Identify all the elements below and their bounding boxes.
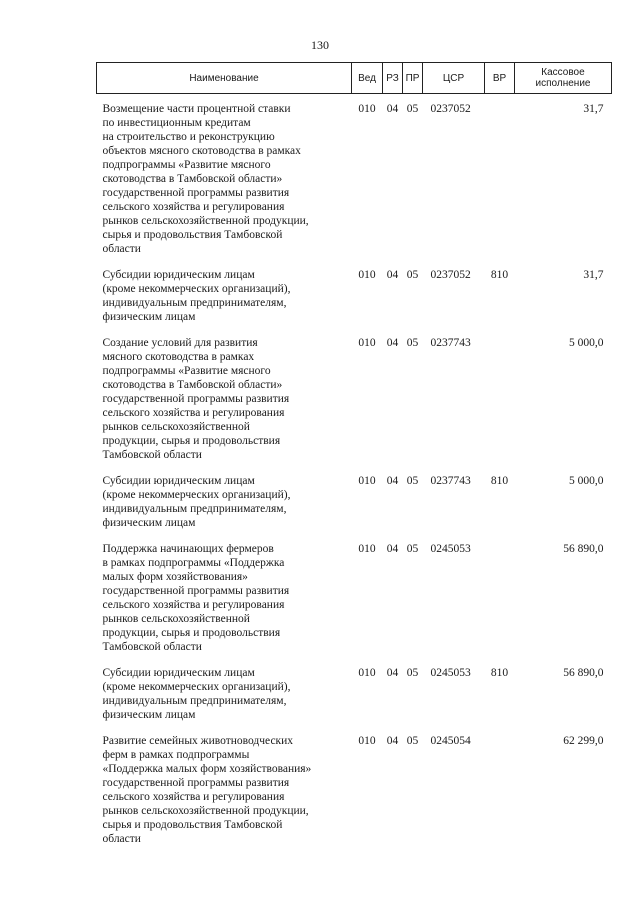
table-row [97, 660, 612, 728]
row-csr: 0245053 [430, 667, 471, 679]
row-csr: 0237052 [430, 269, 471, 281]
table-body [97, 94, 612, 853]
row-name: Субсидии юридическим лицам (кроме некоммерческих организаций), индивидуальным предпринимателям, физическим лицам [102, 475, 291, 529]
header-ved: Вед [352, 63, 383, 94]
row-pr: 05 [406, 543, 419, 555]
table-row [97, 728, 612, 852]
row-vr: 810 [490, 269, 509, 281]
row-ved: 010 [358, 337, 376, 349]
table-row [97, 262, 612, 330]
row-name: Субсидии юридическим лицам (кроме некоммерческих организаций), индивидуальным предпринимателям, физическим лицам [102, 269, 291, 323]
table-row [97, 468, 612, 536]
row-ved: 010 [358, 667, 376, 679]
row-name: Возмещение части процентной ставки по инвестиционным кредитам на строительство и реконструкцию объектов мясного скотоводства в рамках подпрограммы «Развитие мясного скотоводства в Тамбовской области» государственной программы развития сельского хозяйства и регулирования рынков сельскохозяйственной продукции, сырья и продовольствия Тамбовской области [102, 103, 309, 255]
table-row [97, 536, 612, 660]
table-header [97, 63, 612, 94]
page-number: 130 [311, 38, 329, 52]
header-csr: ЦСР [423, 63, 485, 94]
row-amount: 5 000,0 [569, 475, 604, 487]
row-amount: 5 000,0 [569, 337, 604, 349]
row-amount: 31,7 [583, 269, 604, 281]
row-amount: 56 890,0 [563, 543, 604, 555]
row-pr: 05 [406, 667, 419, 679]
row-csr: 0245054 [430, 735, 471, 747]
header-amount: Кассовое исполнение [515, 63, 612, 94]
row-name: Создание условий для развития мясного скотоводства в рамках подпрограммы «Развитие мясного скотоводства в Тамбовской области» государственной программы развития сельского хозяйства и регулирования рынков сельскохозяйственной продукции, сырья и продовольствия Тамбовской области [102, 337, 290, 461]
row-vr [485, 536, 515, 660]
row-rz: 04 [386, 269, 399, 281]
table-row [97, 94, 612, 263]
row-amount: 56 890,0 [563, 667, 604, 679]
row-ved: 010 [358, 103, 376, 115]
row-csr: 0237743 [430, 475, 471, 487]
row-csr: 0237743 [430, 337, 471, 349]
row-rz: 04 [386, 543, 399, 555]
row-pr: 05 [406, 337, 419, 349]
row-rz: 04 [386, 337, 399, 349]
header-vr: ВР [485, 63, 515, 94]
row-vr: 810 [490, 475, 509, 487]
row-ved: 010 [358, 475, 376, 487]
row-name: Субсидии юридическим лицам (кроме некоммерческих организаций), индивидуальным предпринимателям, физическим лицам [102, 667, 291, 721]
row-csr: 0237052 [430, 103, 471, 115]
row-rz: 04 [386, 103, 399, 115]
row-name: Развитие семейных животноводческих ферм в рамках подпрограммы «Поддержка малых форм хозяйствования» государственной программы развития сельского хозяйства и регулирования рынков сельскохозяйственной продукции, сырья и продовольствия Тамбовской области [102, 735, 312, 845]
header-name: Наименование [97, 63, 352, 94]
header-rz: РЗ [383, 63, 403, 94]
row-pr: 05 [406, 103, 419, 115]
row-vr [485, 728, 515, 852]
header-pr: ПР [403, 63, 423, 94]
row-amount: 62 299,0 [563, 735, 604, 747]
row-vr [485, 94, 515, 263]
row-pr: 05 [406, 269, 419, 281]
row-ved: 010 [358, 735, 376, 747]
row-vr: 810 [490, 667, 509, 679]
table-row [97, 330, 612, 468]
row-pr: 05 [406, 475, 419, 487]
row-vr [485, 330, 515, 468]
row-rz: 04 [386, 735, 399, 747]
row-amount: 31,7 [583, 103, 604, 115]
budget-table [96, 62, 612, 852]
row-rz: 04 [386, 475, 399, 487]
row-ved: 010 [358, 543, 376, 555]
row-pr: 05 [406, 735, 419, 747]
row-rz: 04 [386, 667, 399, 679]
row-csr: 0245053 [430, 543, 471, 555]
row-name: Поддержка начинающих фермеров в рамках подпрограммы «Поддержка малых форм хозяйствования» государственной программы развития сельского хозяйства и регулирования рынков сельскохозяйственной продукции, сырья и продовольствия Тамбовской области [102, 543, 290, 653]
row-ved: 010 [358, 269, 376, 281]
